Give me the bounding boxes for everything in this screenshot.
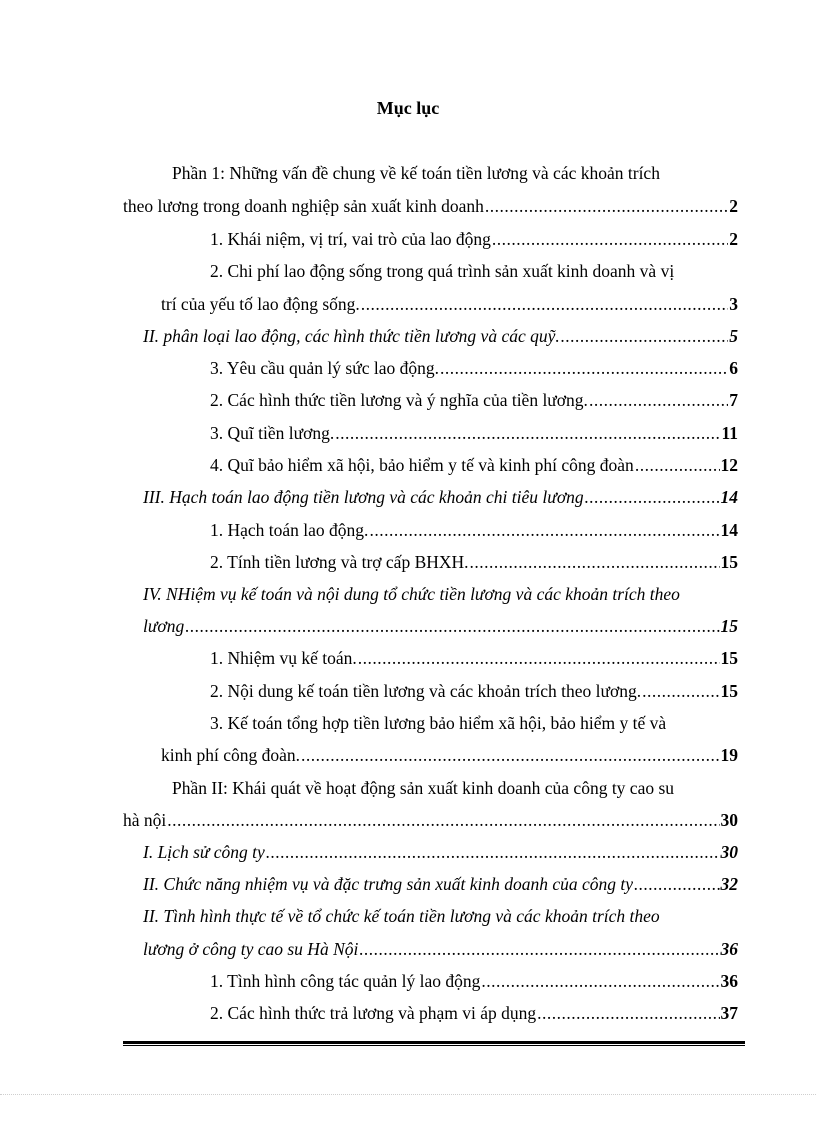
dot-leader: [492, 227, 728, 251]
dot-leader: [585, 485, 720, 509]
toc-entry-text: trí của yếu tố lao động sống.: [161, 294, 360, 314]
toc-entry[interactable]: [210, 421, 738, 445]
toc-entry-text: 1. Tình hình công tác quản lý lao động: [210, 971, 481, 991]
toc-page-number: 5: [729, 326, 738, 346]
toc-entry[interactable]: [210, 356, 738, 380]
toc-entry-text: 4. Quĩ bảo hiểm xã hội, bảo hiểm y tế và kinh phí công đoàn: [210, 455, 634, 475]
toc-entry-text: kinh phí công đoàn.: [161, 745, 301, 765]
dot-leader: [589, 388, 728, 412]
toc-entry-text: II. Chức năng nhiệm vụ và đặc trưng sản xuất kinh doanh của công ty: [143, 874, 634, 894]
dot-leader: [440, 356, 728, 380]
toc-page-number: 3: [729, 294, 738, 314]
dot-leader: [642, 679, 719, 703]
toc-entry[interactable]: [210, 1001, 738, 1025]
toc-entry-text: 1. Nhiệm vụ kế toán.: [210, 648, 357, 668]
toc-page-number: 30: [720, 842, 738, 862]
toc-entry[interactable]: [161, 292, 738, 316]
toc-page-number: 32: [720, 874, 738, 894]
toc-entry-text: 2. Nội dung kế toán tiền lương và các khoản trích theo lương.: [210, 681, 642, 701]
toc-page-number: 15: [720, 681, 738, 701]
toc-page-number: 14: [720, 487, 738, 507]
toc-entry[interactable]: [210, 646, 738, 670]
toc-entry-text: 2. Các hình thức trả lương và phạm vi áp dụng: [210, 1003, 537, 1023]
toc-entry[interactable]: [210, 550, 738, 574]
dot-leader: [301, 743, 719, 767]
toc-entry[interactable]: [210, 388, 738, 412]
toc-page-number: 7: [729, 390, 738, 410]
toc-line: Phần 1: Những vấn đề chung về kế toán tiền lương và các khoản trích: [172, 163, 660, 183]
toc-page-number: 15: [720, 616, 738, 636]
toc-entry[interactable]: [210, 453, 738, 477]
toc-entry-text: lương: [143, 616, 185, 636]
toc-entry[interactable]: [143, 872, 738, 896]
dot-leader: [635, 453, 720, 477]
toc-page-number: 15: [720, 552, 738, 572]
toc-line: IV. NHiệm vụ kế toán và nội dung tổ chức tiền lương và các khoản trích theo: [143, 584, 680, 604]
toc-entry[interactable]: [143, 614, 738, 638]
toc-page-number: 19: [720, 745, 738, 765]
toc-page-number: 37: [720, 1003, 738, 1023]
toc-entry-text: theo lương trong doanh nghiệp sản xuất kinh doanh: [123, 196, 484, 216]
dot-leader: [481, 969, 719, 993]
toc-entry[interactable]: [210, 227, 738, 251]
toc-line: II. Tình hình thực tế về tổ chức kế toán tiền lương và các khoản trích theo: [143, 906, 660, 926]
toc-entry-text: III. Hạch toán lao động tiền lương và các khoản chi tiêu lương: [143, 487, 584, 507]
dot-leader: [167, 808, 719, 832]
toc-entry[interactable]: [123, 194, 738, 218]
toc-line: Phần II: Khái quát về hoạt động sản xuất kinh doanh của công ty cao su: [172, 778, 675, 798]
toc-entry-text: II. phân loại lao động, các hình thức tiền lương và các quỹ.: [143, 326, 560, 346]
toc-entry[interactable]: [143, 937, 738, 961]
toc-line: 2. Chi phí lao động sống trong quá trình sản xuất kinh doanh và vị: [210, 261, 675, 281]
dot-leader: [361, 292, 728, 316]
dot-leader: [335, 421, 720, 445]
dot-leader: [485, 194, 728, 218]
toc-entry-text: lương ở công ty cao su Hà Nội: [143, 939, 359, 959]
toc-entry-text: 1. Khái niệm, vị trí, vai trò của lao động: [210, 229, 491, 249]
toc-entry[interactable]: [210, 679, 738, 703]
toc-page-number: 36: [720, 971, 738, 991]
toc-entry-text: 1. Hạch toán lao động.: [210, 520, 369, 540]
toc-page-number: 12: [720, 455, 738, 475]
page-title: Mục lục: [376, 98, 440, 118]
toc-page-number: 30: [720, 810, 738, 830]
toc-entry-text: 2. Tính tiền lương và trợ cấp BHXH.: [210, 552, 469, 572]
toc-line: 3. Kế toán tổng hợp tiền lương bảo hiểm xã hội, bảo hiểm y tế và: [210, 713, 667, 733]
toc-page-number: 11: [721, 423, 738, 443]
toc-entry[interactable]: [143, 485, 738, 509]
dot-leader: [358, 646, 720, 670]
toc-page-number: 6: [729, 358, 738, 378]
toc-entry-text: 3. Quĩ tiền lương.: [210, 423, 335, 443]
dot-leader: [359, 937, 719, 961]
dot-leader: [634, 872, 719, 896]
toc-entry-text: hà nội: [123, 810, 167, 830]
toc-entry-text: I. Lịch sử công ty: [143, 842, 265, 862]
toc-entry[interactable]: [143, 324, 738, 348]
dot-leader: [561, 324, 729, 348]
dot-leader: [470, 550, 720, 574]
toc-page-number: 14: [720, 520, 738, 540]
toc-entry[interactable]: [143, 840, 738, 864]
dot-leader: [537, 1001, 719, 1025]
toc-entry-text: 3. Yêu cầu quản lý sức lao động.: [210, 358, 439, 378]
dot-leader: [266, 840, 720, 864]
toc-entry[interactable]: [161, 743, 738, 767]
footer-double-rule: [123, 1041, 745, 1046]
toc-page-number: 36: [720, 939, 738, 959]
toc-entry[interactable]: [210, 969, 738, 993]
dot-leader: [369, 518, 719, 542]
toc-entry[interactable]: [123, 808, 738, 832]
toc-page-number: 2: [729, 229, 738, 249]
toc-page-number: 2: [729, 196, 738, 216]
dot-leader: [185, 614, 719, 638]
page-edge-divider: [0, 1094, 816, 1095]
toc-page-number: 15: [720, 648, 738, 668]
toc-entry[interactable]: [210, 518, 738, 542]
toc-entry-text: 2. Các hình thức tiền lương và ý nghĩa của tiền lương.: [210, 390, 588, 410]
